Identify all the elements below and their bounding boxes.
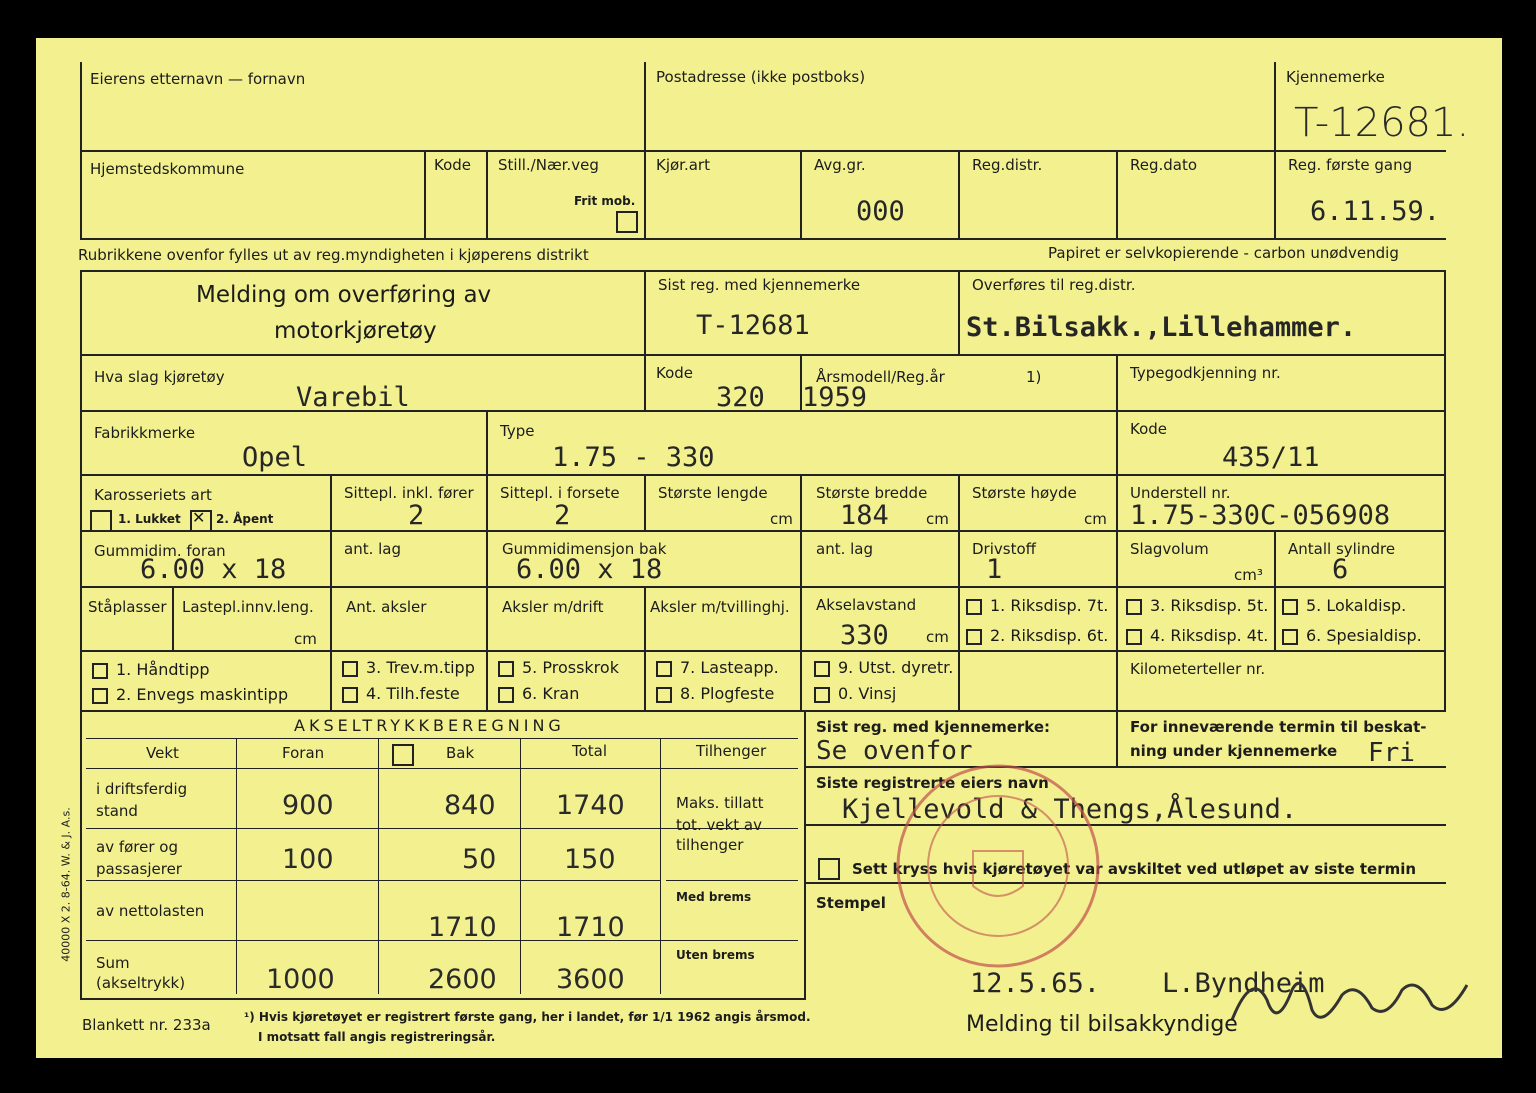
- ply2-label: ant. lag: [816, 540, 873, 558]
- kjorart-label: Kjør.art: [656, 156, 710, 174]
- chassis-label: Understell nr.: [1130, 484, 1231, 502]
- deregistered-label: Sett kryss hvis kjøretøyet var avskiltet ved utløpet av siste termin: [852, 860, 1417, 878]
- plate-handwritten: T-12681.: [1294, 100, 1470, 146]
- frit-mob-label: Frit mob.: [574, 194, 636, 208]
- tyre-rear-value: 6.00 x 18: [516, 554, 663, 585]
- col-weight: Vekt: [146, 744, 179, 762]
- trailer-max-1: Maks. tillatt: [676, 794, 764, 812]
- year-value: 1959: [802, 382, 868, 413]
- cargo-length-label: Lastepl.innv.leng.: [182, 598, 314, 616]
- riks3-checkbox[interactable]: [1126, 599, 1142, 615]
- e5-label: 5. Prosskrok: [522, 658, 619, 677]
- note-right: Papiret er selvkopierende - carbon unødvendig: [1048, 244, 1399, 262]
- e6-label: 6. Kran: [522, 684, 580, 703]
- still-label: Still./Nær.veg: [498, 156, 599, 174]
- apent-label: 2. Åpent: [216, 512, 274, 526]
- row4-rear: 2600: [428, 964, 497, 995]
- axle-calc-title: AKSELTRYKKBEREGNING: [294, 716, 565, 735]
- transfer-label: Overføres til reg.distr.: [972, 276, 1136, 294]
- e2-label: 2. Envegs maskintipp: [116, 685, 289, 704]
- destination-label: Melding til bilsakkyndige: [966, 1012, 1238, 1037]
- owner-label: Eierens etternavn — fornavn: [90, 70, 306, 88]
- e8-label: 8. Plogfeste: [680, 684, 775, 703]
- front-seats-label: Sittepl. i forsete: [500, 484, 620, 502]
- lukket-checkbox[interactable]: [90, 510, 112, 532]
- cargo-length-unit: cm: [294, 630, 317, 648]
- regdato-label: Reg.dato: [1130, 156, 1198, 174]
- footnote-2: I motsatt fall angis registreringsår.: [258, 1030, 496, 1044]
- row1-rear: 840: [444, 790, 496, 821]
- length-label: Største lengde: [658, 484, 768, 502]
- official-stamp: [888, 756, 1108, 976]
- seats-value: 2: [408, 500, 425, 531]
- transfer-form: [36, 38, 1502, 1058]
- fuel-label: Drivstoff: [972, 540, 1036, 558]
- e4-checkbox[interactable]: [342, 687, 358, 703]
- e2-checkbox[interactable]: [92, 688, 108, 704]
- tax-label-2: ning under kjennemerke: [1130, 742, 1338, 760]
- kind-label: Hva slag kjøretøy: [94, 368, 225, 386]
- kind-value: Varebil: [296, 382, 410, 413]
- first-reg-label: Reg. første gang: [1288, 156, 1413, 174]
- cylinders-value: 6: [1332, 554, 1349, 585]
- with-brakes: Med brems: [676, 890, 752, 904]
- wheelbase-value: 330: [840, 620, 889, 651]
- riks3-label: 3. Riksdisp. 5t.: [1150, 596, 1269, 615]
- year-note: 1): [1026, 368, 1042, 386]
- row4-total: 3600: [556, 964, 625, 995]
- tax-value: Fri: [1368, 738, 1415, 768]
- make-label: Fabrikkmerke: [94, 424, 196, 442]
- e0-label: 0. Vinsj: [838, 684, 897, 703]
- avg-value: 000: [856, 196, 905, 227]
- col-total: Total: [572, 742, 608, 760]
- row1-front: 900: [282, 790, 334, 821]
- last-reg-value: T-12681: [696, 310, 810, 341]
- twin-axles-label: Aksler m/tvillinghj.: [650, 598, 790, 616]
- chassis-value: 1.75-330C-056908: [1130, 500, 1391, 531]
- wheelbase-unit: cm: [926, 628, 949, 646]
- lokal-label: 5. Lokaldisp.: [1306, 596, 1407, 615]
- row3-label: av nettolasten: [96, 902, 205, 920]
- height-unit: cm: [1084, 510, 1107, 528]
- col-trailer: Tilhenger: [696, 742, 767, 760]
- note-left: Rubrikkene ovenfor fylles ut av reg.myndigheten i kjøperens distrikt: [78, 246, 589, 264]
- right-last-reg-label: Sist reg. med kjennemerke:: [816, 718, 1051, 736]
- ply-label: ant. lag: [344, 540, 401, 558]
- seats-label: Sittepl. inkl. fører: [344, 484, 474, 502]
- type-label: Type: [500, 422, 535, 440]
- type-value: 1.75 - 330: [552, 442, 715, 473]
- karosseri-label: Karosseriets art: [94, 486, 212, 504]
- e5-checkbox[interactable]: [498, 661, 514, 677]
- displacement-unit: cm³: [1234, 566, 1263, 584]
- row4-label2: (akseltrykk): [96, 974, 186, 992]
- e9-label: 9. Utst. dyretr.: [838, 658, 954, 677]
- e3-label: 3. Trev.m.tipp: [366, 658, 475, 677]
- row4-label: Sum: [96, 954, 130, 972]
- e0-checkbox[interactable]: [814, 687, 830, 703]
- title-line2: motorkjøretøy: [274, 318, 437, 344]
- row2-total: 150: [564, 844, 616, 875]
- riks2-label: 2. Riksdisp. 6t.: [990, 626, 1109, 645]
- deregistered-checkbox[interactable]: [818, 858, 840, 880]
- length-unit: cm: [770, 510, 793, 528]
- e9-checkbox[interactable]: [814, 661, 830, 677]
- type-approval-label: Typegodkjenning nr.: [1130, 364, 1281, 382]
- trailer-max-2: tot. vekt av: [676, 816, 762, 834]
- row1-label: i driftsferdig: [96, 780, 188, 798]
- e3-checkbox[interactable]: [342, 661, 358, 677]
- e7-label: 7. Lasteapp.: [680, 658, 779, 677]
- row1-label2: stand: [96, 802, 138, 820]
- row3-rear: 1710: [428, 912, 497, 943]
- frit-mob-checkbox[interactable]: [616, 211, 638, 233]
- regdistr-label: Reg.distr.: [972, 156, 1043, 174]
- postal-label: Postadresse (ikke postboks): [656, 68, 866, 86]
- width-unit: cm: [926, 510, 949, 528]
- handwritten-signature: [1222, 960, 1482, 1040]
- right-last-reg-value: Se ovenfor: [816, 736, 973, 766]
- tax-label-1: For inneværende termin til beskat-: [1130, 718, 1427, 736]
- e1-label: 1. Håndtipp: [116, 660, 210, 679]
- e7-checkbox[interactable]: [656, 661, 672, 677]
- e6-checkbox[interactable]: [498, 687, 514, 703]
- col-front: Foran: [282, 744, 325, 762]
- odometer-label: Kilometerteller nr.: [1130, 660, 1266, 678]
- tyre-rear-label: Gummidimensjon bak: [502, 540, 667, 558]
- type-kode-label: Kode: [1130, 420, 1168, 438]
- footnote-1: ¹) Hvis kjøretøyet er registrert første gang, her i landet, før 1/1 1962 angis årsmod.: [244, 1010, 811, 1024]
- riks1-label: 1. Riksdisp. 7t.: [990, 596, 1109, 615]
- make-value: Opel: [242, 442, 308, 473]
- spesial-checkbox[interactable]: [1282, 629, 1298, 645]
- row2-label: av fører og: [96, 838, 178, 856]
- row2-front: 100: [282, 844, 334, 875]
- kode-value: 320: [716, 382, 765, 413]
- side-print: 40000 X 2. 8-64. W. & J. A.s.: [59, 807, 73, 962]
- code-label: Kode: [434, 156, 472, 174]
- tyre-front-label: Gummidim. foran: [94, 542, 226, 560]
- width-value: 184: [840, 500, 889, 531]
- municipality-label: Hjemstedskommune: [90, 160, 245, 178]
- sign-value: L.Byndheim: [1162, 968, 1325, 999]
- row2-rear: 50: [462, 844, 497, 875]
- trailer-max-3: tilhenger: [676, 836, 744, 854]
- without-brakes: Uten brems: [676, 948, 755, 962]
- driven-axles-label: Aksler m/drift: [502, 598, 604, 616]
- displacement-label: Slagvolum: [1130, 540, 1209, 558]
- year-label: Årsmodell/Reg.år: [816, 368, 945, 386]
- row2-label2: passasjerer: [96, 860, 182, 878]
- row3-total: 1710: [556, 912, 625, 943]
- front-seats-value: 2: [554, 500, 571, 531]
- axle-count-label: Ant. aksler: [346, 598, 427, 616]
- e4-label: 4. Tilh.feste: [366, 684, 460, 703]
- height-label: Største høyde: [972, 484, 1077, 502]
- date-value: 12.5.65.: [970, 968, 1101, 999]
- kode-label: Kode: [656, 364, 694, 382]
- row1-total: 1740: [556, 790, 625, 821]
- fuel-value: 1: [986, 554, 1003, 585]
- lokal-checkbox[interactable]: [1282, 599, 1298, 615]
- row4-front: 1000: [266, 964, 335, 995]
- type-kode-value: 435/11: [1222, 442, 1320, 473]
- last-owner-value: Kjellevold & Thengs,Ålesund.: [842, 794, 1298, 825]
- rear-checkbox[interactable]: [392, 744, 414, 766]
- stamp-label: Stempel: [816, 894, 886, 912]
- title-line1: Melding om overføring av: [196, 282, 492, 308]
- riks1-checkbox[interactable]: [966, 599, 982, 615]
- riks2-checkbox[interactable]: [966, 629, 982, 645]
- e1-checkbox[interactable]: [92, 663, 108, 679]
- cylinders-label: Antall sylindre: [1288, 540, 1396, 558]
- lukket-label: 1. Lukket: [118, 512, 181, 526]
- plate-label: Kjennemerke: [1286, 68, 1385, 86]
- wheelbase-label: Akselavstand: [816, 596, 917, 614]
- first-reg-value: 6.11.59.: [1310, 196, 1441, 227]
- last-owner-label: Siste registrerte eiers navn: [816, 774, 1049, 792]
- standing-label: Ståplasser: [88, 598, 167, 616]
- width-label: Største bredde: [816, 484, 928, 502]
- form-number: Blankett nr. 233a: [82, 1016, 211, 1034]
- transfer-value: St.Bilsakk.,Lillehammer.: [966, 312, 1357, 343]
- apent-checkbox[interactable]: [190, 510, 212, 532]
- riks4-label: 4. Riksdisp. 4t.: [1150, 626, 1269, 645]
- col-rear: Bak: [446, 744, 475, 762]
- tyre-front-value: 6.00 x 18: [140, 554, 287, 585]
- spesial-label: 6. Spesialdisp.: [1306, 626, 1422, 645]
- riks4-checkbox[interactable]: [1126, 629, 1142, 645]
- e8-checkbox[interactable]: [656, 687, 672, 703]
- avg-label: Avg.gr.: [814, 156, 866, 174]
- last-reg-label: Sist reg. med kjennemerke: [658, 276, 861, 294]
